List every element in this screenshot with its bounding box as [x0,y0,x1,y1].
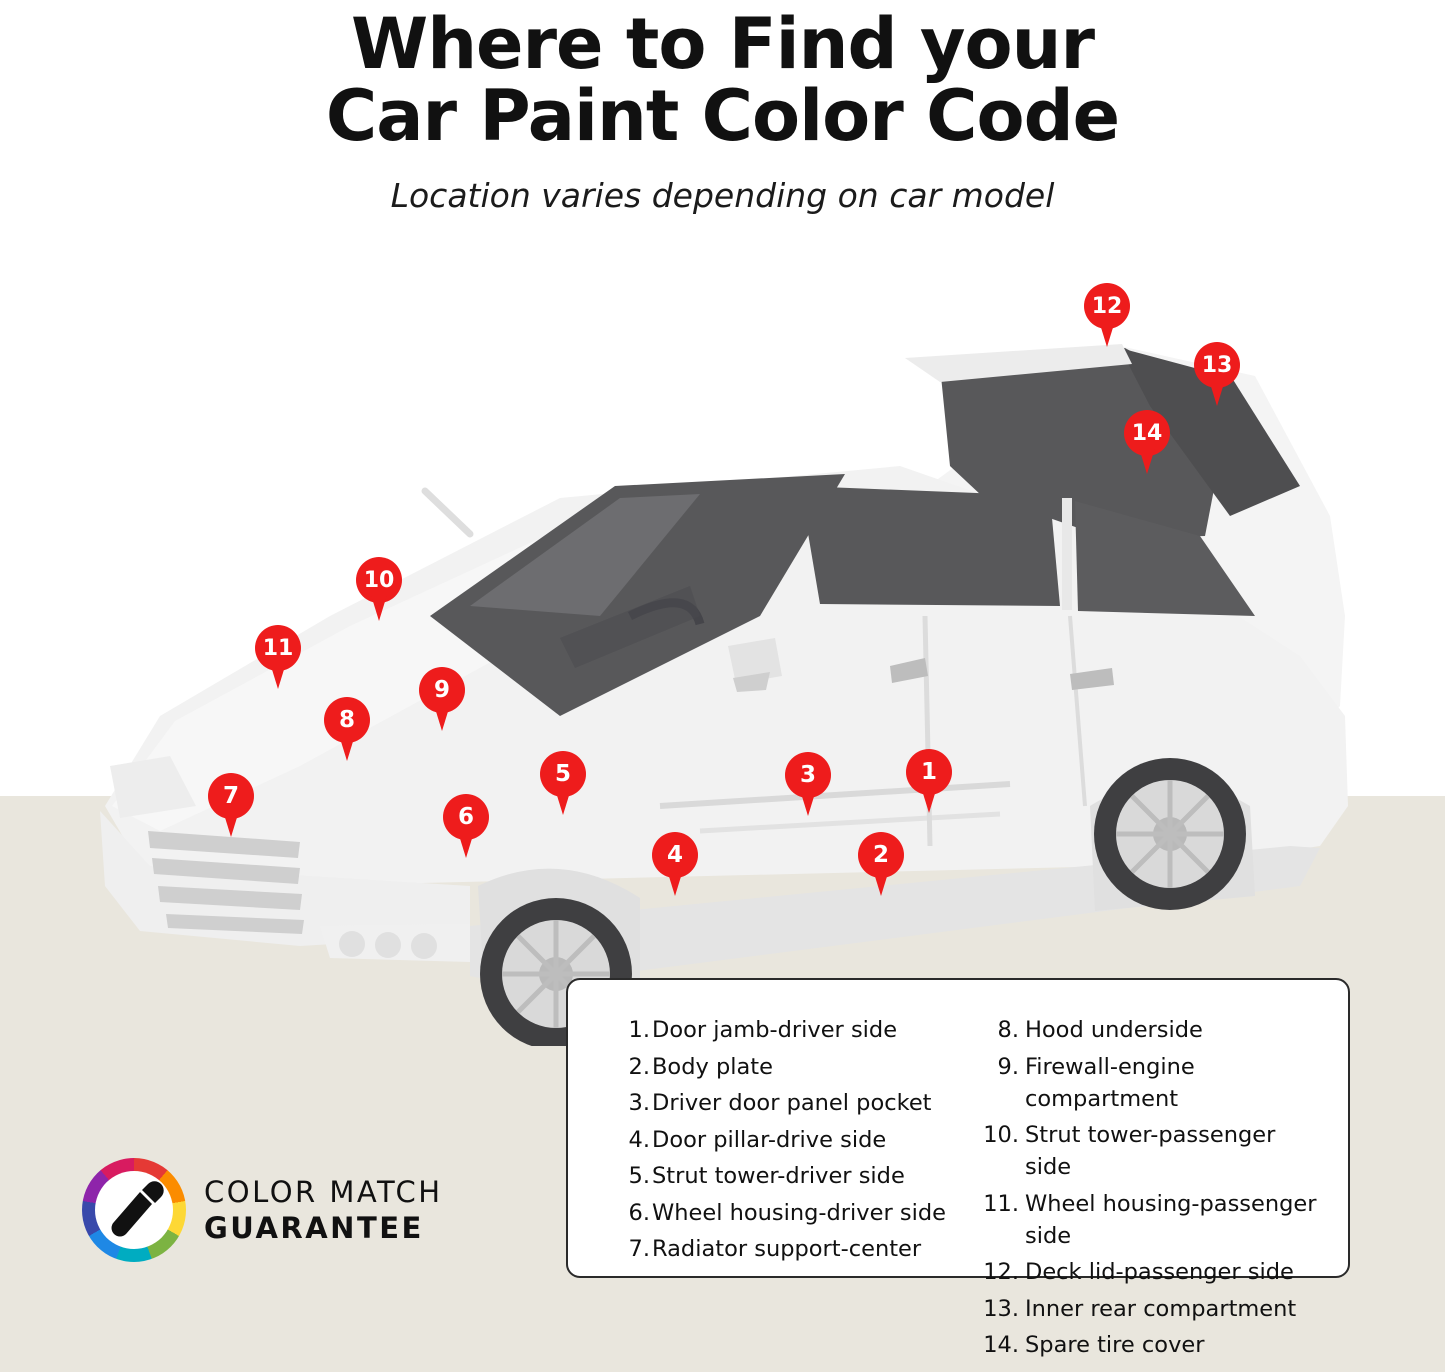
legend-item [612,1124,957,1156]
legend-item [975,1329,1320,1361]
badge-line-1: COLOR MATCH [204,1175,443,1209]
badge-text [204,1175,443,1245]
legend-label: Wheel housing-passenger side [1025,1190,1317,1249]
legend-item [612,1197,957,1229]
legend-label: Spare tire cover [1025,1332,1205,1358]
marker-11[interactable]: 11 [255,625,301,671]
legend-number: 11. [983,1190,1019,1217]
legend-number: 12. [983,1259,1019,1285]
legend-number: 5. [628,1163,650,1189]
marker-13[interactable]: 13 [1194,342,1240,388]
marker-5[interactable]: 5 [540,751,586,797]
legend-number: 4. [628,1126,650,1153]
marker-14[interactable]: 14 [1124,410,1170,456]
legend-column-right [957,1014,1320,1358]
legend-number: 3. [628,1090,650,1116]
legend-number: 13. [983,1295,1019,1322]
legend-label: Strut tower-passenger side [1025,1122,1276,1180]
legend-number: 8. [997,1017,1019,1043]
legend-item [975,1188,1320,1252]
legend-item [612,1160,957,1192]
header [0,0,1445,215]
legend-number: 7. [628,1236,650,1262]
legend-item [612,1051,957,1083]
legend-number: 9. [997,1053,1019,1080]
legend-item [975,1051,1320,1115]
marker-7[interactable]: 7 [208,773,254,819]
legend-number: 14. [983,1332,1019,1358]
legend-number: 6. [628,1199,650,1226]
legend-item [612,1014,957,1046]
eyedropper-icon [82,1158,186,1262]
legend-label: Body plate [652,1053,773,1080]
legend-number: 10. [983,1122,1019,1148]
legend-label: Driver door panel pocket [652,1090,932,1116]
legend-number: 2. [628,1053,650,1080]
car-svg [0,286,1445,1046]
legend-label: Firewall-engine compartment [1025,1053,1195,1112]
legend-item [975,1256,1320,1288]
legend-label: Radiator support-center [652,1236,922,1262]
marker-9[interactable]: 9 [419,667,465,713]
legend-label: Strut tower-driver side [652,1163,905,1189]
car-illustration [0,286,1445,1046]
legend-label: Deck lid-passenger side [1025,1259,1294,1285]
legend-item [612,1233,957,1265]
color-wheel-icon [82,1158,186,1262]
marker-12[interactable]: 12 [1084,283,1130,329]
legend-item [975,1119,1320,1183]
color-match-badge [82,1158,443,1262]
legend-label: Door pillar-drive side [652,1126,887,1153]
legend-column-left [612,1014,957,1276]
legend-label: Door jamb-driver side [652,1017,898,1043]
page-title [0,3,1445,157]
marker-10[interactable]: 10 [356,557,402,603]
badge-line-2: GUARANTEE [204,1211,424,1245]
title-line-1: Where to Find your [350,3,1094,85]
legend-number: 1. [628,1017,650,1043]
legend-item [612,1087,957,1119]
legend-panel [566,978,1350,1358]
legend-item [975,1014,1320,1046]
marker-1[interactable]: 1 [906,749,952,795]
marker-8[interactable]: 8 [324,697,370,743]
marker-2[interactable]: 2 [858,832,904,878]
marker-6[interactable]: 6 [443,794,489,840]
marker-3[interactable]: 3 [785,752,831,798]
marker-4[interactable]: 4 [652,832,698,878]
legend-item [975,1293,1320,1325]
legend-label: Hood underside [1025,1017,1203,1043]
title-line-2: Car Paint Color Code [325,75,1120,157]
page-subtitle: Location varies depending on car model [390,176,1055,215]
legend-label: Wheel housing-driver side [652,1199,946,1226]
legend-label: Inner rear compartment [1025,1295,1297,1322]
